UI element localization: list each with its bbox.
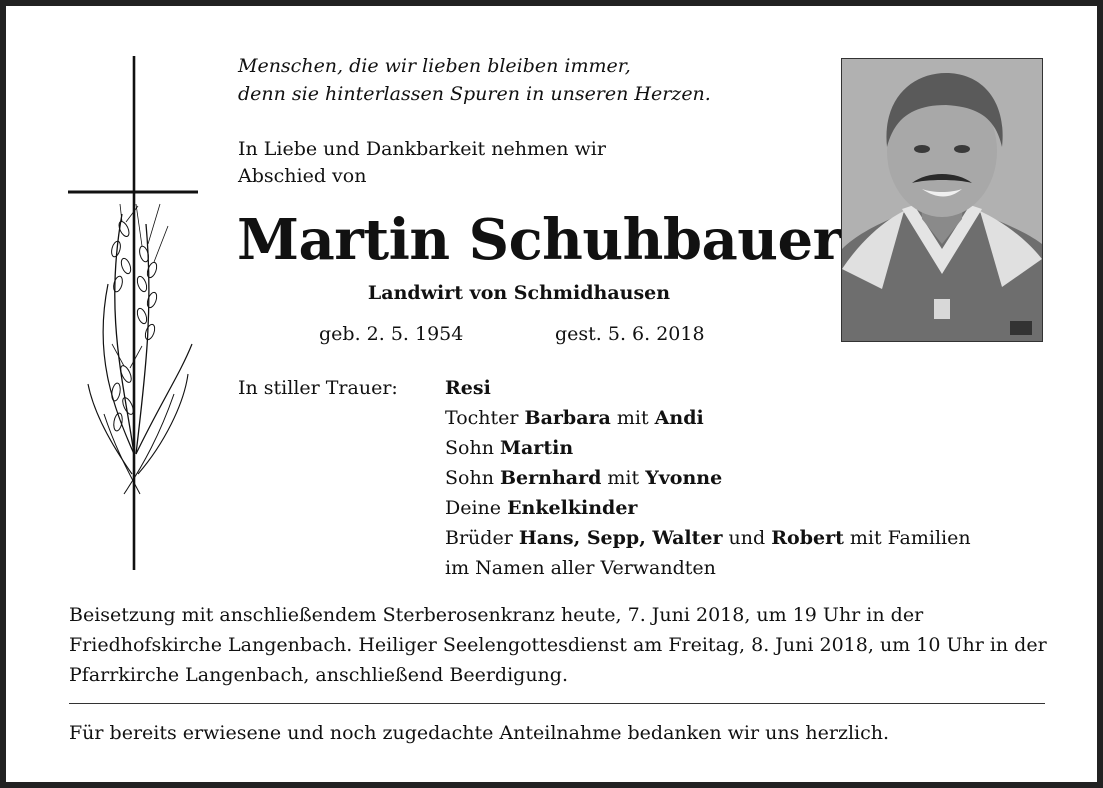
intro-line-1: In Liebe und Dankbarkeit nehmen wir bbox=[238, 138, 606, 160]
mourner-name: Resi bbox=[445, 377, 491, 399]
mourner-name: Enkelkinder bbox=[507, 497, 638, 519]
death-date: gest. 5. 6. 2018 bbox=[555, 323, 705, 345]
mourner-text: Sohn bbox=[445, 437, 500, 459]
mourner-line bbox=[445, 553, 971, 583]
mourner-name: Yvonne bbox=[645, 467, 723, 489]
divider bbox=[69, 703, 1045, 704]
mourner-line bbox=[445, 493, 971, 523]
mourner-line bbox=[445, 433, 971, 463]
mourner-text: Brüder bbox=[445, 527, 519, 549]
mourner-line bbox=[445, 523, 971, 553]
mourner-text: mit bbox=[610, 407, 655, 429]
mourner-name: Bernhard bbox=[499, 467, 602, 489]
mourner-text: und bbox=[722, 527, 772, 549]
mourner-name: Martin bbox=[499, 437, 574, 459]
birth-date: geb. 2. 5. 1954 bbox=[319, 323, 464, 345]
mourner-line bbox=[445, 403, 971, 433]
cross-with-wheat-icon bbox=[64, 54, 214, 576]
mourners-list bbox=[445, 373, 971, 583]
mourner-name: Barbara bbox=[524, 407, 611, 429]
mourner-text: Tochter bbox=[445, 407, 525, 429]
mourner-text: mit bbox=[601, 467, 646, 489]
deceased-occupation: Landwirt von Schmidhausen bbox=[367, 282, 671, 304]
mourner-line bbox=[445, 463, 971, 493]
quote-line-1: Menschen, die wir lieben bleiben immer, bbox=[238, 55, 631, 77]
thanks-text: Für bereits erwiesene und noch zugedachte Anteilnahme bedanken wir uns herzlich. bbox=[69, 722, 890, 744]
portrait-photo-image bbox=[842, 59, 1042, 341]
mourner-text: mit Familien bbox=[843, 527, 971, 549]
quote bbox=[238, 52, 711, 108]
mourning-label: In stiller Trauer: bbox=[238, 377, 398, 399]
mourner-text: Sohn bbox=[445, 467, 500, 489]
quote-line-2: denn sie hinterlassen Spuren in unseren Herzen. bbox=[238, 83, 711, 105]
mourner-name: Hans, Sepp, Walter bbox=[518, 527, 723, 549]
mourner-line bbox=[445, 373, 971, 403]
intro-text bbox=[238, 136, 606, 190]
mourner-name: Robert bbox=[771, 527, 844, 549]
portrait-photo bbox=[841, 58, 1043, 342]
mourner-text: im Namen aller Verwandten bbox=[445, 557, 716, 579]
mourner-text: Deine bbox=[445, 497, 508, 519]
deceased-name: Martin Schuhbauer bbox=[237, 207, 842, 273]
mourner-name: Andi bbox=[654, 407, 704, 429]
intro-line-2: Abschied von bbox=[238, 165, 367, 187]
funeral-details: Beisetzung mit anschließendem Sterberosenkranz heute, 7. Juni 2018, um 19 Uhr in der Friedhofskirche Langenbach. Heiliger Seelengottesdienst am Freitag, 8. Juni 2018, um 10 Uhr in der Pfarrkirche Langenbach, anschließend Beerdigung. bbox=[69, 604, 1047, 686]
